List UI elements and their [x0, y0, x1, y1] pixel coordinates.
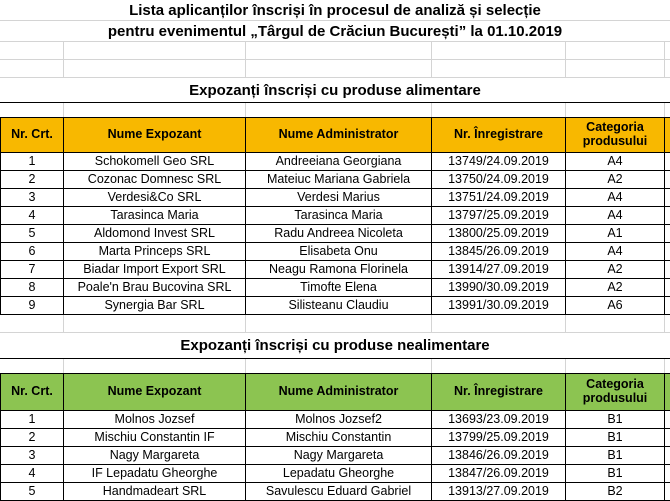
col-categoria: Categoria produsului: [566, 118, 665, 152]
section-title-nonfood: [0, 333, 670, 359]
cell-inregistrare: 13990/30.09.2019: [432, 279, 566, 296]
empty-row: [0, 60, 670, 78]
cell-expozant: Synergia Bar SRL: [64, 297, 246, 314]
cell-administrator: Elisabeta Onu: [246, 243, 432, 260]
cell-nr: 1: [0, 411, 64, 428]
cell-nr: 7: [0, 261, 64, 278]
cell-expozant: Cozonac Domnesc SRL: [64, 171, 246, 188]
empty-row: [0, 359, 670, 373]
cell-categoria: B2: [566, 483, 665, 500]
cell-expozant: Biadar Import Export SRL: [64, 261, 246, 278]
title-line-2: [0, 21, 670, 42]
cell-inregistrare: 13991/30.09.2019: [432, 297, 566, 314]
cell-nr: 4: [0, 465, 64, 482]
table-row: [0, 279, 670, 297]
cell-expozant: Mischiu Constantin IF: [64, 429, 246, 446]
section-title-food-text: Expozanți înscriși cu produse alimentare: [189, 81, 481, 99]
col-inregistrare: Nr. Înregistrare: [432, 118, 566, 152]
cell-inregistrare: 13847/26.09.2019: [432, 465, 566, 482]
section-title-nonfood-text: Expozanți înscriși cu produse nealimentare: [180, 337, 490, 354]
cell-nr: 4: [0, 207, 64, 224]
cell-inregistrare: 13846/26.09.2019: [432, 447, 566, 464]
cell-expozant: Poale'n Brau Bucovina SRL: [64, 279, 246, 296]
cell-categoria: A2: [566, 279, 665, 296]
table-row: [0, 465, 670, 483]
col-inregistrare: Nr. Înregistrare: [432, 374, 566, 410]
cell-categoria: A2: [566, 261, 665, 278]
cell-administrator: Mischiu Constantin: [246, 429, 432, 446]
empty-row: [0, 103, 670, 117]
cell-expozant: Marta Princeps SRL: [64, 243, 246, 260]
table-row: [0, 225, 670, 243]
table-row: [0, 207, 670, 225]
cell-inregistrare: 13797/25.09.2019: [432, 207, 566, 224]
food-table: [0, 117, 670, 315]
cell-categoria: B1: [566, 465, 665, 482]
cell-inregistrare: 13693/23.09.2019: [432, 411, 566, 428]
title-text-2: pentru evenimentul „Târgul de Crăciun București” la 01.10.2019: [107, 22, 563, 40]
section-title-food: [0, 78, 670, 103]
title-text-1: Lista aplicanților înscriși în procesul de analiză și selecție: [129, 1, 541, 19]
cell-categoria: A6: [566, 297, 665, 314]
cell-inregistrare: 13751/24.09.2019: [432, 189, 566, 206]
col-expozant: Nume Expozant: [64, 118, 246, 152]
cell-nr: 5: [0, 483, 64, 500]
col-nr: Nr. Crt.: [0, 374, 64, 410]
cell-expozant: IF Lepadatu Gheorghe: [64, 465, 246, 482]
cell-categoria: B1: [566, 429, 665, 446]
table-row: [0, 189, 670, 207]
cell-nr: 3: [0, 447, 64, 464]
cell-categoria: A2: [566, 171, 665, 188]
cell-inregistrare: 13914/27.09.2019: [432, 261, 566, 278]
nonfood-table: [0, 373, 670, 501]
cell-inregistrare: 13845/26.09.2019: [432, 243, 566, 260]
cell-nr: 2: [0, 429, 64, 446]
cell-categoria: B1: [566, 447, 665, 464]
cell-nr: 3: [0, 189, 64, 206]
table-row: [0, 171, 670, 189]
cell-administrator: Nagy Margareta: [246, 447, 432, 464]
table-row: [0, 411, 670, 429]
table-row: [0, 261, 670, 279]
cell-inregistrare: 13913/27.09.2019: [432, 483, 566, 500]
title-line-1: [0, 0, 670, 21]
cell-expozant: Molnos Jozsef: [64, 411, 246, 428]
cell-administrator: Tarasinca Maria: [246, 207, 432, 224]
col-categoria: Categoria produsului: [566, 374, 665, 410]
cell-expozant: Schokomell Geo SRL: [64, 153, 246, 170]
cell-categoria: A4: [566, 243, 665, 260]
cell-administrator: Verdesi Marius: [246, 189, 432, 206]
cell-administrator: Silisteanu Claudiu: [246, 297, 432, 314]
cell-administrator: Timofte Elena: [246, 279, 432, 296]
cell-nr: 8: [0, 279, 64, 296]
cell-nr: 6: [0, 243, 64, 260]
empty-row: [0, 42, 670, 60]
cell-administrator: Mateiuc Mariana Gabriela: [246, 171, 432, 188]
table-row: [0, 153, 670, 171]
cell-inregistrare: 13750/24.09.2019: [432, 171, 566, 188]
cell-nr: 2: [0, 171, 64, 188]
cell-administrator: Savulescu Eduard Gabriel: [246, 483, 432, 500]
cell-categoria: A4: [566, 153, 665, 170]
cell-administrator: Andreeiana Georgiana: [246, 153, 432, 170]
cell-nr: 1: [0, 153, 64, 170]
table-row: [0, 243, 670, 261]
col-administrator: Nume Administrator: [246, 118, 432, 152]
cell-inregistrare: 13800/25.09.2019: [432, 225, 566, 242]
nonfood-table-header: [0, 374, 670, 411]
col-expozant: Nume Expozant: [64, 374, 246, 410]
cell-nr: 9: [0, 297, 64, 314]
cell-expozant: Aldomond Invest SRL: [64, 225, 246, 242]
cell-nr: 5: [0, 225, 64, 242]
cell-categoria: B1: [566, 411, 665, 428]
col-administrator: Nume Administrator: [246, 374, 432, 410]
cell-administrator: Radu Andreea Nicoleta: [246, 225, 432, 242]
cell-expozant: Handmadeart SRL: [64, 483, 246, 500]
cell-categoria: A1: [566, 225, 665, 242]
col-nr: Nr. Crt.: [0, 118, 64, 152]
table-row: [0, 297, 670, 315]
food-table-body: [0, 153, 670, 315]
table-row: [0, 447, 670, 465]
table-row: [0, 483, 670, 501]
cell-inregistrare: 13799/25.09.2019: [432, 429, 566, 446]
cell-administrator: Lepadatu Gheorghe: [246, 465, 432, 482]
cell-categoria: A4: [566, 189, 665, 206]
food-table-header: [0, 118, 670, 153]
table-row: [0, 429, 670, 447]
cell-administrator: Neagu Ramona Florinela: [246, 261, 432, 278]
cell-expozant: Nagy Margareta: [64, 447, 246, 464]
cell-expozant: Verdesi&Co SRL: [64, 189, 246, 206]
cell-administrator: Molnos Jozsef2: [246, 411, 432, 428]
nonfood-table-body: [0, 411, 670, 501]
empty-row: [0, 315, 670, 333]
cell-categoria: A4: [566, 207, 665, 224]
cell-expozant: Tarasinca Maria: [64, 207, 246, 224]
cell-inregistrare: 13749/24.09.2019: [432, 153, 566, 170]
